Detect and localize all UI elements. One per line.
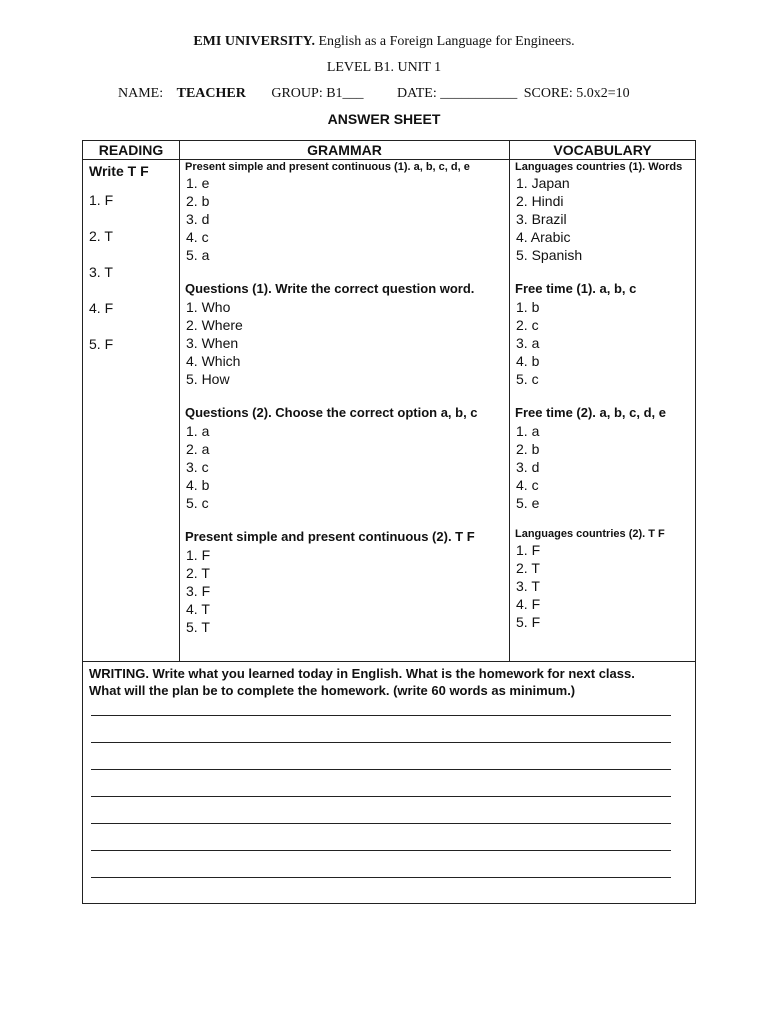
answer-table	[82, 140, 696, 904]
grammar-section-title: Present simple and present continuous (1). a, b, c, d, e	[185, 161, 470, 173]
grammar-answer: 3. When	[186, 335, 239, 351]
writing-line[interactable]	[91, 797, 671, 824]
grammar-answer: 1. F	[186, 547, 211, 563]
vocabulary-answers	[510, 160, 695, 632]
reading-answers	[83, 160, 179, 375]
course-name: English as a Foreign Language for Engineers.	[318, 34, 575, 49]
section-spacer	[515, 264, 690, 280]
reading-heading: READING	[83, 141, 179, 160]
vocabulary-answer: 2. b	[516, 441, 540, 457]
writing-line[interactable]	[91, 716, 671, 743]
vocabulary-answer: 4. F	[516, 596, 541, 612]
grammar-answer: 5. a	[186, 247, 210, 263]
writing-line[interactable]	[91, 699, 671, 716]
grammar-section-title: Questions (2). Choose the correct option a, b, c	[185, 405, 478, 420]
writing-line[interactable]	[91, 851, 671, 878]
vocabulary-answer: 3. Brazil	[516, 211, 567, 227]
vocabulary-answer: 3. d	[516, 459, 540, 475]
section-spacer	[185, 264, 504, 280]
writing-instruction-line-1: WRITING. Write what you learned today in English. What is the homework for next class.	[89, 666, 635, 681]
grammar-answer: 5. T	[186, 619, 210, 635]
vocabulary-answer: 1. Japan	[516, 175, 570, 191]
reading-answer: 3. T	[89, 264, 113, 280]
grammar-section-title: Present simple and present continuous (2). T F	[185, 529, 475, 544]
grammar-answer: 5. c	[186, 495, 209, 511]
section-spacer	[185, 512, 504, 528]
vocabulary-answer: 5. F	[516, 614, 541, 630]
section-spacer	[515, 512, 690, 528]
grammar-answer: 4. b	[186, 477, 210, 493]
date-field: DATE: ___________	[397, 86, 518, 101]
reading-answer: 2. T	[89, 228, 113, 244]
student-info-line	[118, 86, 630, 102]
grammar-answer: 3. F	[186, 583, 211, 599]
grammar-answer: 1. a	[186, 423, 210, 439]
vocabulary-section-title: Free time (1). a, b, c	[515, 281, 637, 296]
writing-line[interactable]	[91, 824, 671, 851]
vocabulary-answer: 4. b	[516, 353, 540, 369]
vocabulary-column	[510, 141, 695, 661]
writing-line[interactable]	[91, 770, 671, 797]
writing-section	[83, 661, 695, 903]
grammar-answer: 4. c	[186, 229, 209, 245]
vocabulary-answer: 2. Hindi	[516, 193, 564, 209]
vocabulary-answer: 1. F	[516, 542, 541, 558]
level-unit: LEVEL B1. UNIT 1	[326, 60, 442, 75]
grammar-answers	[180, 160, 509, 637]
vocabulary-answer: 2. T	[516, 560, 540, 576]
vocabulary-section-title: Languages countries (1). Words	[515, 161, 683, 173]
reading-instruction: Write T F	[89, 163, 149, 179]
reading-answer: 1. F	[89, 192, 114, 208]
grammar-answer: 4. T	[186, 601, 210, 617]
vocabulary-heading: VOCABULARY	[510, 141, 695, 160]
vocabulary-answer: 4. Arabic	[516, 229, 571, 245]
reading-answer: 5. F	[89, 336, 114, 352]
vocabulary-answer: 1. b	[516, 299, 540, 315]
vocabulary-answer: 1. a	[516, 423, 540, 439]
grammar-answer: 2. a	[186, 441, 210, 457]
vocabulary-answer: 3. T	[516, 578, 540, 594]
name-label: NAME:	[118, 86, 164, 101]
grammar-heading: GRAMMAR	[180, 141, 509, 160]
grammar-answer: 4. Which	[186, 353, 241, 369]
vocabulary-answer: 2. c	[516, 317, 539, 333]
grammar-column	[180, 141, 510, 661]
section-spacer	[185, 388, 504, 404]
writing-line[interactable]	[91, 743, 671, 770]
vocabulary-answer: 5. e	[516, 495, 540, 511]
grammar-answer: 3. d	[186, 211, 210, 227]
writing-instruction-line-2: What will the plan be to complete the homework. (write 60 words as minimum.)	[89, 683, 576, 698]
grammar-answer: 2. T	[186, 565, 210, 581]
vocabulary-answer: 5. c	[516, 371, 539, 387]
grammar-section-title: Questions (1). Write the correct question word.	[185, 281, 475, 296]
vocabulary-section-title: Languages countries (2). T F	[515, 528, 665, 540]
group-field: GROUP: B1___	[271, 86, 364, 101]
page-title: ANSWER SHEET	[327, 111, 441, 127]
score-field: SCORE: 5.0x2=10	[523, 86, 630, 101]
vocabulary-answer: 4. c	[516, 477, 539, 493]
header-university-line	[0, 34, 768, 50]
grammar-answer: 1. e	[186, 175, 210, 191]
university-name: EMI UNIVERSITY.	[193, 34, 315, 49]
reading-answer: 4. F	[89, 300, 114, 316]
grammar-answer: 5. How	[186, 371, 230, 387]
grammar-answer: 2. Where	[186, 317, 243, 333]
vocabulary-section-title: Free time (2). a, b, c, d, e	[515, 405, 666, 420]
section-spacer	[515, 388, 690, 404]
grammar-answer: 1. Who	[186, 299, 231, 315]
reading-column	[83, 141, 180, 661]
grammar-answer: 2. b	[186, 193, 210, 209]
grammar-answer: 3. c	[186, 459, 209, 475]
vocabulary-answer: 3. a	[516, 335, 540, 351]
name-value: TEACHER	[176, 86, 246, 101]
vocabulary-answer: 5. Spanish	[516, 247, 583, 263]
